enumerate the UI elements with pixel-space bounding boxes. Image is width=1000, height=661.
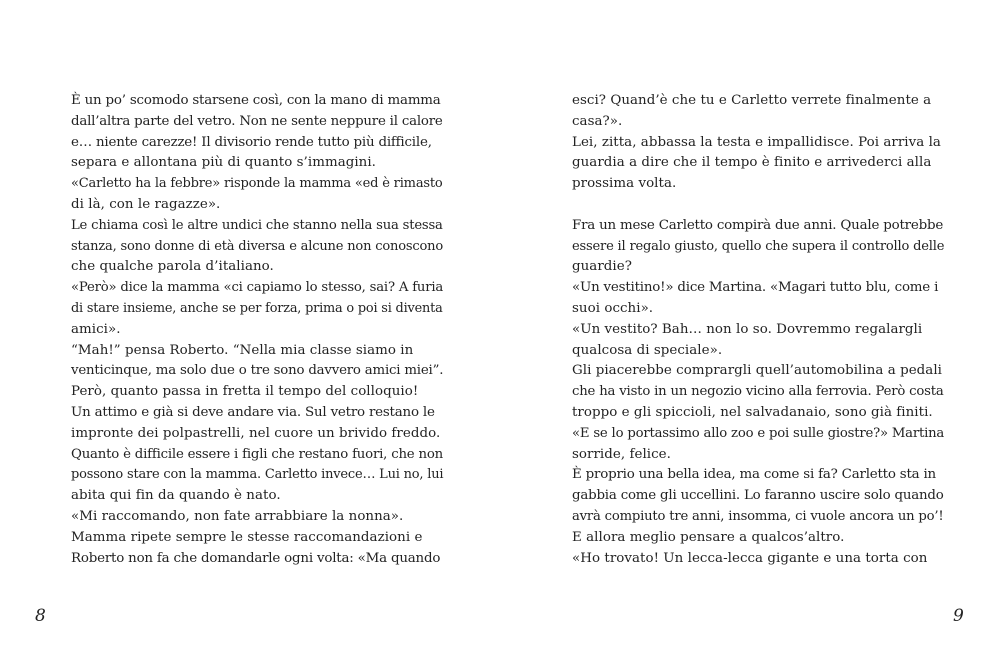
text-line: essere il regalo giusto, quello che supera il controllo delle: [572, 238, 945, 254]
text-line: impronte dei polpastrelli, nel cuore un brivido freddo.: [71, 425, 441, 441]
text-line: E allora meglio pensare a qualcos’altro.: [572, 529, 845, 545]
text-line: di stare insieme, anche se per forza, prima o poi si diventa: [71, 300, 443, 316]
text-line: Le chiama così le altre undici che stanno nella sua stessa: [71, 217, 443, 233]
text-line: «Ho trovato! Un lecca-lecca gigante e una torta con: [572, 550, 928, 566]
text-line: qualcosa di speciale».: [572, 342, 723, 358]
right-page: [500, 0, 1000, 661]
right-page-text: [572, 91, 944, 569]
text-line: prossima volta.: [572, 176, 677, 192]
text-line: che ha visto in un negozio vicino alla ferrovia. Però costa: [572, 384, 944, 400]
text-line: «Un vestitino!» dice Martina. «Magari tutto blu, come i: [572, 280, 939, 296]
text-line: abita qui fin da quando è nato.: [71, 488, 281, 504]
text-line: che qualche parola d’italiano.: [71, 259, 274, 275]
text-line: dall’altra parte del vetro. Non ne sente neppure il calore: [71, 113, 443, 129]
text-line: Un attimo e già si deve andare via. Sul vetro restano le: [71, 404, 435, 420]
left-page-text: [71, 91, 443, 569]
page-number-left: 8: [35, 606, 46, 626]
text-line: guardia a dire che il tempo è finito e arrivederci alla: [572, 155, 932, 171]
text-line: «E se lo portassimo allo zoo e poi sulle giostre?» Martina: [572, 425, 945, 441]
text-line: Fra un mese Carletto compirà due anni. Quale potrebbe: [572, 217, 944, 233]
text-line: venticinque, ma solo due o tre sono davvero amici miei”.: [71, 363, 444, 379]
text-line: e… niente carezze! Il divisorio rende tutto più difficile,: [71, 134, 432, 150]
text-line: Lei, zitta, abbassa la testa e impallidisce. Poi arriva la: [572, 134, 941, 150]
text-line: Gli piacerebbe comprargli quell’automobilina a pedali: [572, 363, 942, 379]
text-line: suoi occhi».: [572, 300, 654, 316]
paragraph-gap: [572, 195, 944, 216]
text-line: stanza, sono donne di età diversa e alcune non conoscono: [71, 238, 443, 254]
text-line: guardie?: [572, 259, 632, 275]
text-line: Mamma ripete sempre le stesse raccomandazioni e: [71, 529, 423, 545]
text-line: «Un vestito? Bah… non lo so. Dovremmo regalargli: [572, 321, 923, 337]
text-line: Però, quanto passa in fretta il tempo del colloquio!: [71, 384, 419, 400]
text-line: di là, con le ragazze».: [71, 196, 221, 212]
text-line: È un po’ scomodo starsene così, con la mano di mamma: [71, 93, 441, 108]
text-line: Roberto non fa che domandarle ogni volta: «Ma quando: [71, 550, 441, 566]
text-line: «Mi raccomando, non fate arrabbiare la nonna».: [71, 508, 404, 524]
text-line: È proprio una bella idea, ma come si fa? Carletto sta in: [572, 467, 936, 483]
text-line: «Però» dice la mamma «ci capiamo lo stesso, sai? A furia: [71, 280, 444, 296]
text-line: gabbia come gli uccellini. Lo faranno uscire solo quando: [572, 488, 944, 504]
text-line: avrà compiuto tre anni, insomma, ci vuole ancora un po’!: [572, 508, 944, 524]
text-line: separa e allontana più di quanto s’immagini.: [71, 155, 376, 171]
text-line: sorride, felice.: [572, 446, 671, 462]
text-line: amici».: [71, 321, 121, 337]
text-line: «Carletto ha la febbre» risponde la mamma «ed è rimasto: [71, 176, 443, 192]
page-number-right: 9: [953, 606, 964, 626]
text-line: Quanto è difficile essere i figli che restano fuori, che non: [71, 446, 443, 462]
text-line: esci? Quand’è che tu e Carletto verrete finalmente a: [572, 93, 932, 108]
text-line: possono stare con la mamma. Carletto invece… Lui no, lui: [71, 467, 444, 483]
text-line: troppo e gli spiccioli, nel salvadanaio, sono già finiti.: [572, 404, 933, 420]
text-line: “Mah!” pensa Roberto. “Nella mia classe siamo in: [71, 342, 414, 358]
text-line: casa?».: [572, 113, 623, 129]
